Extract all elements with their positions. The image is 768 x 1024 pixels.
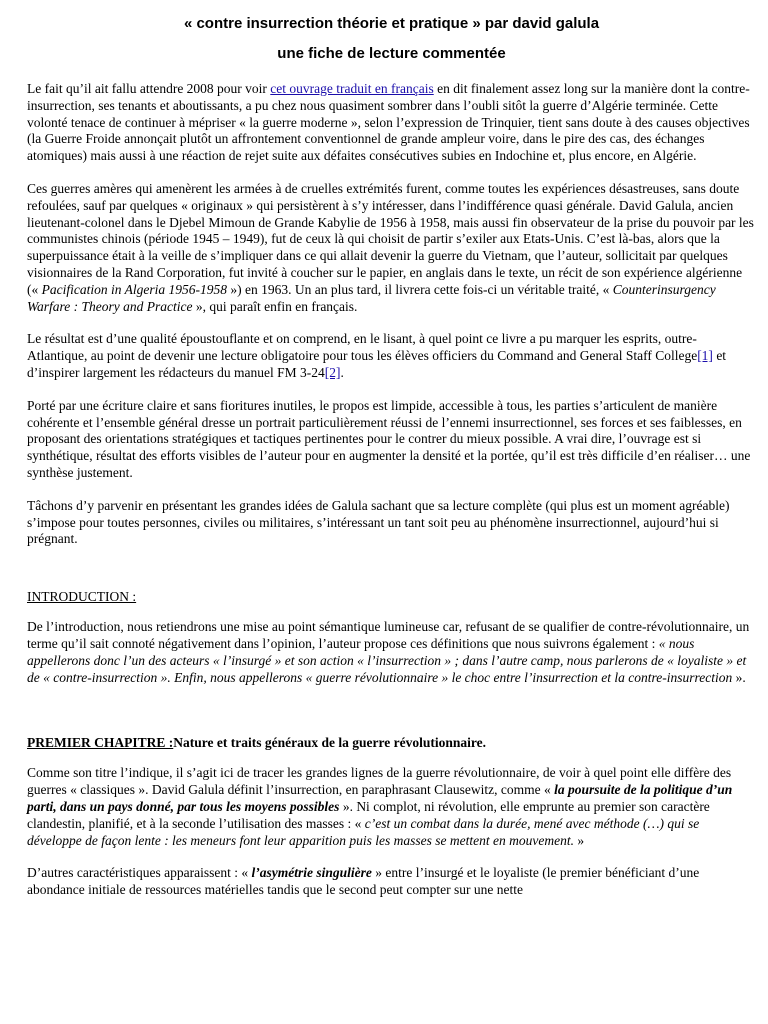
introduction-heading: INTRODUCTION : [27, 589, 137, 605]
chapter-1-paragraph-1: Comme son titre l’indique, il s’agit ici de tracer les grandes lignes de la guerre révolutionnaire, de voir à quel point elle diffère des guerres « classiques ». David Galula définit l’insurrection, en paraphrasant Clausewitz, comme « la poursuite de la politique d’un parti, dans un pays donné, par tous les moyens possibles ». Ni complot, ni révolution, elle emprunte au premier son caractère clandestin, planifié, et à la seconde l’utilisation des masses : « c’est un combat dans la durée, mené avec méthode (…) qui se développe de façon lente : les meneurs font leur apparition puis les masses se mettent en mouvement. » [27, 765, 733, 848]
book-title-counterinsurgency: Counterinsurgency Warfare : Theory and Practice [27, 281, 716, 314]
chapter-1-paragraph-2: D’autres caractéristiques apparaissent : « l’asymétrie singulière » entre l’insurgé et le loyaliste (le premier bénéficiant d’une abondance initiale de ressources matérielles tandis que le second peut compter sur une nette [27, 865, 700, 898]
footnote-link-1[interactable]: [1] [697, 348, 713, 364]
chapter-1-title: Nature et traits généraux de la guerre révolutionnaire. [173, 735, 486, 751]
introduction-paragraph: De l’introduction, nous retiendrons une mise au point sémantique lumineuse car, refusant de se qualifier de contre-révolutionnaire, un terme qu’il sait connoté négativement dans l’opinion, l’auteur propose ces définitions que nous suivrons également : « nous appellerons donc l’un des acteurs « l’insurgé » et son action « l’insurrection » ; dans l’autre camp, nous parlerons de « loyaliste » et de « contre-insurrection ». Enfin, nous appellerons « guerre révolutionnaire » le choc entre l’insurrection et la contre-insurrection ». [27, 619, 750, 685]
footnote-link-2[interactable]: [2] [324, 364, 341, 380]
definitions-quote: « nous appellerons donc l’un des acteurs « l’insurgé » et son action « l’insurrection » ; dans l’autre camp, nous parlerons de « loyaliste » et de « contre-insurrection ». Enfin, nous appellerons « guerre révolutionnaire » le choc entre l’insurrection et la contre-insurrection [27, 635, 747, 685]
paragraph-5: Tâchons d’y parvenir en présentant les grandes idées de Galula sachant que sa lecture complète (qui plus est un moment agréable) s’impose pour toutes personnes, civiles ou militaires, s’intéressant un tant soit peu au phénomène insurrectionnel, aujourd’hui si prégnant. [27, 497, 730, 547]
asymmetry-term: l’asymétrie singulière [251, 865, 372, 881]
paragraph-2: Ces guerres amères qui amenèrent les armées à de cruelles extrémités furent, comme toutes les expériences désastreuses, sans doute refoulées, sauf par quelques « originaux » qui persistèrent à s’y intéresser, dans l’indifférence quasi générale. David Galula, ancien lieutenant-colonel dans le Djebel Mimoun de Grande Kabylie de 1956 à 1958, mais aussi fin observateur de la prise du pouvoir par les communistes chinois (période 1945 – 1949), fut de ceux là qui choisit de partir s’exiler aux Etats-Unis. C’est là-bas, alors que la superpuissance était à la veille de s’impliquer dans ce qui allait devenir la guerre du Vietnam, que l’auteur, sollicitait par quelques visionnaires de la Rand Corporation, fut invité à coucher sur le papier, en anglais dans le texte, un récit de son expérience algérienne (« Pacification in Algeria 1956-1958 ») en 1963. Un an plus tard, il livrera cette fois-ci un véritable traité, « Counterinsurgency Warfare : Theory and Practice », qui paraît enfin en français. [27, 180, 754, 314]
insurrection-definition: la poursuite de la politique d’un parti, dans un pays donné, par tous les moyens possibles [27, 782, 733, 814]
paragraph-3: Le résultat est d’une qualité époustouflante et on comprend, en le lisant, à quel point ce livre a pu marquer les esprits, outre-Atlantique, au point de devenir une lecture obligatoire pour tous les élèves officiers du Command and General Staff College[1] et d’inspirer largement les rédacteurs du manuel FM 3-24[2]. [27, 331, 727, 380]
chapter-1-heading [27, 734, 756, 751]
document-subtitle: une fiche de lecture commentée [277, 45, 506, 62]
combat-quote: c’est un combat dans la durée, mené avec méthode (…) qui se développe de façon lente : les meneurs font leur apparition puis les masses se mettent en mouvement. [27, 815, 700, 848]
document-title: « contre insurrection théorie et pratique » par david galula [183, 15, 600, 32]
translation-link[interactable]: cet ouvrage traduit en français [270, 81, 434, 96]
chapter-1-label: PREMIER CHAPITRE : [27, 735, 174, 751]
paragraph-4: Porté par une écriture claire et sans fioritures inutiles, le propos est limpide, accessible à tous, les parties s’articulent de manière cohérente et l’ensemble général dresse un portrait particulièrement réussi de l’ennemi insurrectionnel, ses forces et ses faiblesses, en proposant des orientations stratégiques et tactiques pertinentes pour le contrer du mieux possible. A vrai dire, l’ouvrage est si synthétique, résultat des efforts visibles de l’auteur pour en augmenter la densité et la portée, qu’il est très difficile d’en réaliser… une synthèse justement. [27, 397, 751, 480]
book-title-pacification: Pacification in Algeria 1956-1958 [41, 281, 227, 297]
paragraph-1: Le fait qu’il ait fallu attendre 2008 pour voir cet ouvrage traduit en français en dit finalement assez long sur la manière dont la contre-insurrection, ses tenants et aboutissants, a pu chez nous quasiment sombrer dans l’oubli sitôt la guerre d’Algérie terminée. Cette volonté tenace de continuer à mépriser « la guerre moderne », selon l’expression de Trinquier, tient sans doute à des causes objectives (la Guerre Froide annonçait plutôt un affrontement conventionnel de grande ampleur voire, dans le pire des cas, des échanges atomiques) mais aussi à une réaction de rejet suite aux défaites consécutives subies en Indochine et, plus encore, en Algérie. [27, 81, 750, 164]
